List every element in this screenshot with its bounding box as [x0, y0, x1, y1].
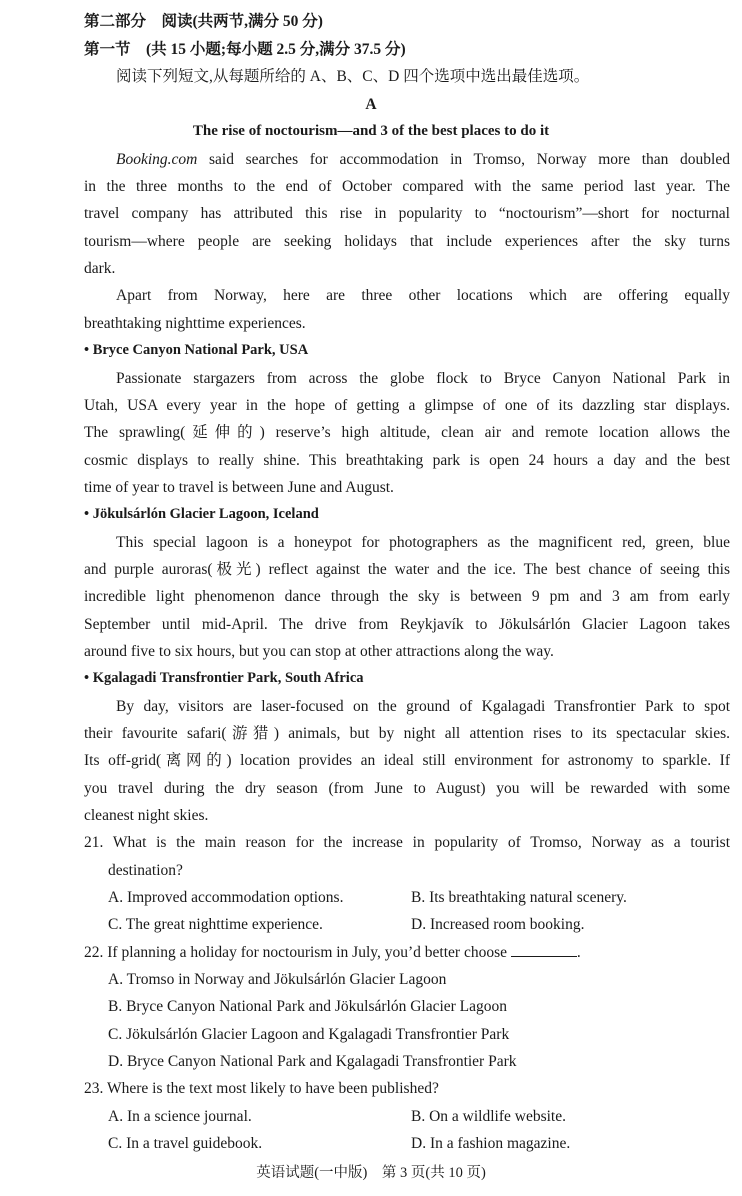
paragraph-5-line-1: By day, visitors are laser-focused on the ground of Kgalagadi Transfrontier Park to spot [116, 698, 730, 715]
question-23-option-d[interactable]: D. In a fashion magazine. [411, 1135, 571, 1152]
paragraph-4-line-1: This special lagoon is a honeypot for photographers as the magnificent red, green, blue [116, 534, 730, 551]
section-heading-text: 第一节 (共 15 小题;每小题 2.5 分,满分 37.5 分) [84, 41, 406, 58]
question-21-option-b[interactable]: B. Its breathtaking natural scenery. [411, 889, 627, 906]
question-23-option-b[interactable]: B. On a wildlife website. [411, 1108, 566, 1125]
paragraph-3-line-5: time of year to travel is between June and August. [84, 479, 394, 496]
passage-letter: A [365, 96, 377, 113]
paragraph-5-line-2: their favourite safari(游猎) animals, but by night all attention rises to its spectacular skies. [84, 725, 730, 742]
question-22-option-b[interactable]: B. Bryce Canyon National Park and Jökulsárlón Glacier Lagoon [108, 998, 508, 1015]
paragraph-3-line-4: cosmic displays to really shine. This breathtaking park is open 24 hours a day and the best [84, 452, 730, 469]
paragraph-1-line-4: tourism—where people are seeking holidays that include experiences after the sky turns [84, 233, 730, 250]
location-heading-bryce: • Bryce Canyon National Park, USA [84, 342, 309, 358]
paragraph-4-line-5: around five to six hours, but you can stop at other attractions along the way. [84, 643, 554, 660]
question-22-option-c[interactable]: C. Jökulsárlón Glacier Lagoon and Kgalagadi Transfrontier Park [108, 1026, 510, 1043]
paragraph-5-line-3: Its off-grid(离网的) location provides an ideal still environment for astronomy to sparkle. If [84, 752, 730, 769]
question-21-option-a[interactable]: A. Improved accommodation options. [108, 889, 344, 906]
page-footer: 英语试题(一中版) 第 3 页(共 10 页) [256, 1165, 486, 1181]
paragraph-3-line-1: Passionate stargazers from across the globe flock to Bryce Canyon National Park in [116, 370, 730, 387]
brand-name: Booking.com [116, 151, 198, 168]
part-heading [84, 8, 730, 35]
instruction: 阅读下列短文,从每题所给的 A、B、C、D 四个选项中选出最佳选项。 [116, 68, 590, 85]
paragraph-4-line-3: incredible light phenomenon dance through the sky is between 9 pm and 3 am from early [84, 588, 730, 605]
paragraph-3-line-2: Utah, USA every year in the hope of getting a glimpse of one of its dazzling star displays. [84, 397, 730, 414]
paragraph-4-line-2: and purple auroras(极光) reflect against the water and the ice. The best chance of seeing this [84, 561, 730, 578]
part-heading-text: 第二部分 阅读(共两节,满分 50 分) [84, 13, 323, 30]
question-22-stem-text: 22. If planning a holiday for noctourism in July, you’d better choose [84, 944, 511, 961]
paragraph-5-line-4: you travel during the dry season (from June to August) you will be rewarded with some [84, 780, 730, 797]
question-22-option-d[interactable]: D. Bryce Canyon National Park and Kgalagadi Transfrontier Park [108, 1053, 517, 1070]
answer-blank[interactable] [511, 942, 577, 957]
question-22-stem [84, 939, 730, 966]
paragraph-1-line-1-rest: said searches for accommodation in Tromso, Norway more than doubled [197, 151, 730, 168]
location-heading-jokulsarlon: • Jökulsárlón Glacier Lagoon, Iceland [84, 506, 319, 522]
paragraph-1-line-5: dark. [84, 260, 116, 277]
paragraph-3-line-3: The sprawling(延伸的) reserve’s high altitude, clean air and remote location allows the [84, 424, 730, 441]
passage-title: The rise of noctourism—and 3 of the best places to do it [192, 123, 550, 139]
location-heading-kgalagadi: • Kgalagadi Transfrontier Park, South Africa [84, 670, 364, 686]
question-21-option-d[interactable]: D. Increased room booking. [411, 916, 585, 933]
question-21-stem: 21. What is the main reason for the increase in popularity of Tromso, Norway as a tourist [84, 834, 730, 851]
question-22-option-a[interactable]: A. Tromso in Norway and Jökulsárlón Glacier Lagoon [108, 971, 447, 988]
paragraph-5-line-5: cleanest night skies. [84, 807, 209, 824]
question-22-stem-end: . [576, 944, 581, 961]
paragraph-1-line-1 [116, 146, 730, 173]
paragraph-2-line-1: Apart from Norway, here are three other locations which are offering equally [116, 287, 730, 304]
question-21-option-c[interactable]: C. The great nighttime experience. [108, 916, 323, 933]
paragraph-1-line-2: in the three months to the end of October compared with the same period last year. The [84, 178, 730, 195]
paragraph-4-line-4: September until mid-April. The drive from Reykjavík to Jökulsárlón Glacier Lagoon takes [84, 616, 730, 633]
question-23-option-c[interactable]: C. In a travel guidebook. [108, 1135, 263, 1152]
question-23-option-a[interactable]: A. In a science journal. [108, 1108, 252, 1125]
question-23-stem: 23. Where is the text most likely to have been published? [84, 1080, 439, 1097]
section-heading [84, 36, 730, 63]
question-21-stem-cont: destination? [108, 862, 183, 879]
paragraph-2-line-2: breathtaking nighttime experiences. [84, 315, 306, 332]
paragraph-1-line-3: travel company has attributed this rise in popularity to “noctourism”—short for nocturnal [84, 205, 730, 222]
